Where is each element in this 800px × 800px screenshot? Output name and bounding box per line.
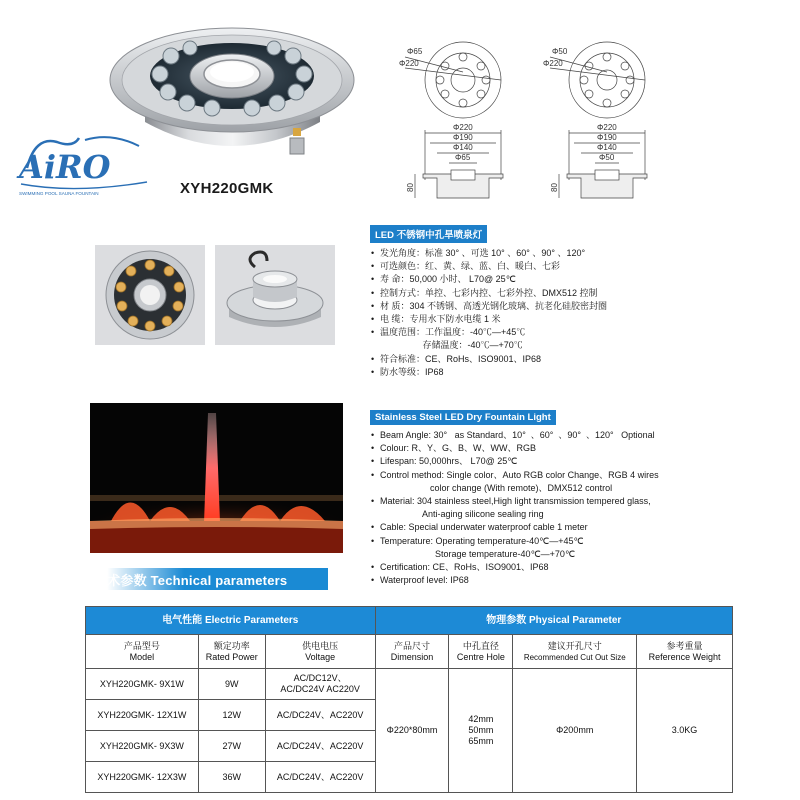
header-power: 额定功率 Rated Power: [198, 635, 265, 669]
cell-weight: 3.0KG: [637, 669, 733, 793]
header-model: 产品型号 Model: [86, 635, 199, 669]
product-side-photo: [215, 245, 335, 345]
spec-item: • Control method: Single color、Auto RGB color Change、RGB 4 wires: [370, 469, 720, 482]
spec-english: [370, 405, 720, 587]
technical-parameters-title: 技术参数 Technical parameters: [94, 573, 288, 588]
dim-right-side-190: Φ190: [597, 133, 617, 142]
spec-item: • Beam Angle: 30° as Standard、10° 、60° 、90° 、120° Optional: [370, 429, 720, 442]
spec-item: • Waterproof level: IP68: [370, 574, 720, 587]
dim-left-side-140: Φ140: [453, 143, 473, 152]
brand-logo: [15, 128, 155, 203]
spec-item-continuation: 存储温度：-40℃—+70℃: [380, 340, 523, 351]
dim-right-side-hole: Φ50: [599, 153, 615, 162]
cell-centre-hole: 42mm 50mm 65mm: [449, 669, 513, 793]
spec-item: • 电 缆：专用水下防水电缆 1 米: [370, 313, 700, 326]
logo-tagline: SWIMMING POOL SAUNA FOUNTAIN: [19, 191, 99, 196]
cell-model: XYH220GMK- 9X1W: [86, 669, 199, 700]
spec-english-title: Stainless Steel LED Dry Fountain Light: [370, 410, 556, 425]
cell-power: 9W: [198, 669, 265, 700]
physical-parameters-band: 物理参数 Physical Parameter: [375, 607, 732, 635]
table-row: [86, 669, 733, 700]
dim-right-side-140: Φ140: [597, 143, 617, 152]
logo-mark: [16, 148, 111, 186]
cell-dimension: Φ220*80mm: [375, 669, 449, 793]
spec-chinese-list: [370, 247, 700, 379]
header-dimension: 产品尺寸 Dimension: [375, 635, 449, 669]
electric-parameters-band: 电气性能 Electric Parameters: [86, 607, 376, 635]
spec-item: • 控制方式：单控、七彩内控、七彩外控、DMX512 控制: [370, 287, 700, 300]
spec-item: • 寿 命：50,000 小时、 L70@ 25℃: [370, 273, 700, 286]
dim-left-top-outer: Φ220: [399, 59, 419, 68]
product-model-title: XYH220GMK: [180, 180, 274, 197]
technical-parameters-heading: [88, 568, 328, 590]
cell-power: 36W: [198, 762, 265, 793]
dim-left-side-220: Φ220: [453, 123, 473, 132]
spec-chinese: [370, 223, 700, 379]
spec-item: • Material: 304 stainless steel,High light transmission tempered glass,: [370, 495, 720, 508]
header-voltage: 供电电压 Voltage: [265, 635, 375, 669]
cell-model: XYH220GMK- 12X3W: [86, 762, 199, 793]
cell-cut-out: Φ200mm: [513, 669, 637, 793]
parameters-table: [85, 606, 733, 793]
dim-right-top-outer: Φ220: [543, 59, 563, 68]
cell-model: XYH220GMK- 9X3W: [86, 731, 199, 762]
spec-item: • 材 质：304 不锈钢、高透光钢化玻璃、抗老化硅胶密封圈: [370, 300, 700, 313]
spec-item: • Colour: R、Y、G、B、W、WW、RGB: [370, 442, 720, 455]
dim-left-top-hole: Φ65: [407, 47, 423, 56]
cell-voltage: AC/DC24V、AC220V: [265, 731, 375, 762]
cell-voltage: AC/DC24V、AC220V: [265, 762, 375, 793]
spec-item: • 可选颜色：红、黄、绿、蓝、白、暖白、七彩: [370, 260, 700, 273]
header-cut-out: 建议开孔尺寸 Recommended Cut Out Size: [513, 635, 637, 669]
cell-voltage: AC/DC24V、AC220V: [265, 700, 375, 731]
dim-left-side-190: Φ190: [453, 133, 473, 142]
spec-item: • 发光角度：标准 30° 、可选 10° 、60° 、90° 、120°: [370, 247, 700, 260]
cell-voltage: AC/DC12V、AC/DC24V AC220V: [265, 669, 375, 700]
spec-item: • 符合标准：CE、RoHs、ISO9001、IP68: [370, 353, 700, 366]
dim-right-top-hole: Φ50: [552, 47, 568, 56]
spec-english-list: [370, 429, 720, 587]
svg-text:AiRO: AiRO: [19, 148, 111, 186]
spec-item-continuation: Storage temperature-40℃—+70℃: [380, 548, 576, 559]
spec-item: • Temperature: Operating temperature-40℃—+45℃: [370, 535, 720, 548]
dim-left-height: 80: [406, 183, 415, 192]
header-weight: 参考重量 Reference Weight: [637, 635, 733, 669]
dim-right-side-220: Φ220: [597, 123, 617, 132]
spec-item-continuation: color change (With remote)、DMX512 control: [380, 482, 613, 493]
spec-item-continuation: Anti-aging silicone sealing ring: [380, 509, 544, 520]
spec-item: • Certification: CE、RoHs、ISO9001、IP68: [370, 561, 720, 574]
product-top-photo: [95, 245, 205, 345]
cell-power: 27W: [198, 731, 265, 762]
spec-item: • Lifespan: 50,000hrs、 L70@ 25℃: [370, 455, 720, 468]
spec-chinese-title: LED 不锈钢中孔旱喷泉灯: [370, 225, 487, 243]
cell-model: XYH220GMK- 12X1W: [86, 700, 199, 731]
cell-power: 12W: [198, 700, 265, 731]
dim-left-side-hole: Φ65: [455, 153, 471, 162]
spec-item: • 温度范围：工作温度：-40℃—+45℃: [370, 326, 700, 339]
technical-drawings: [385, 30, 675, 215]
fountain-night-photo: [90, 403, 343, 553]
dim-right-height: 80: [550, 183, 559, 192]
spec-item: • Cable: Special underwater waterproof cable 1 meter: [370, 521, 720, 534]
header-centre-hole: 中孔直径 Centre Hole: [449, 635, 513, 669]
spec-item: • 防水等级：IP68: [370, 366, 700, 379]
